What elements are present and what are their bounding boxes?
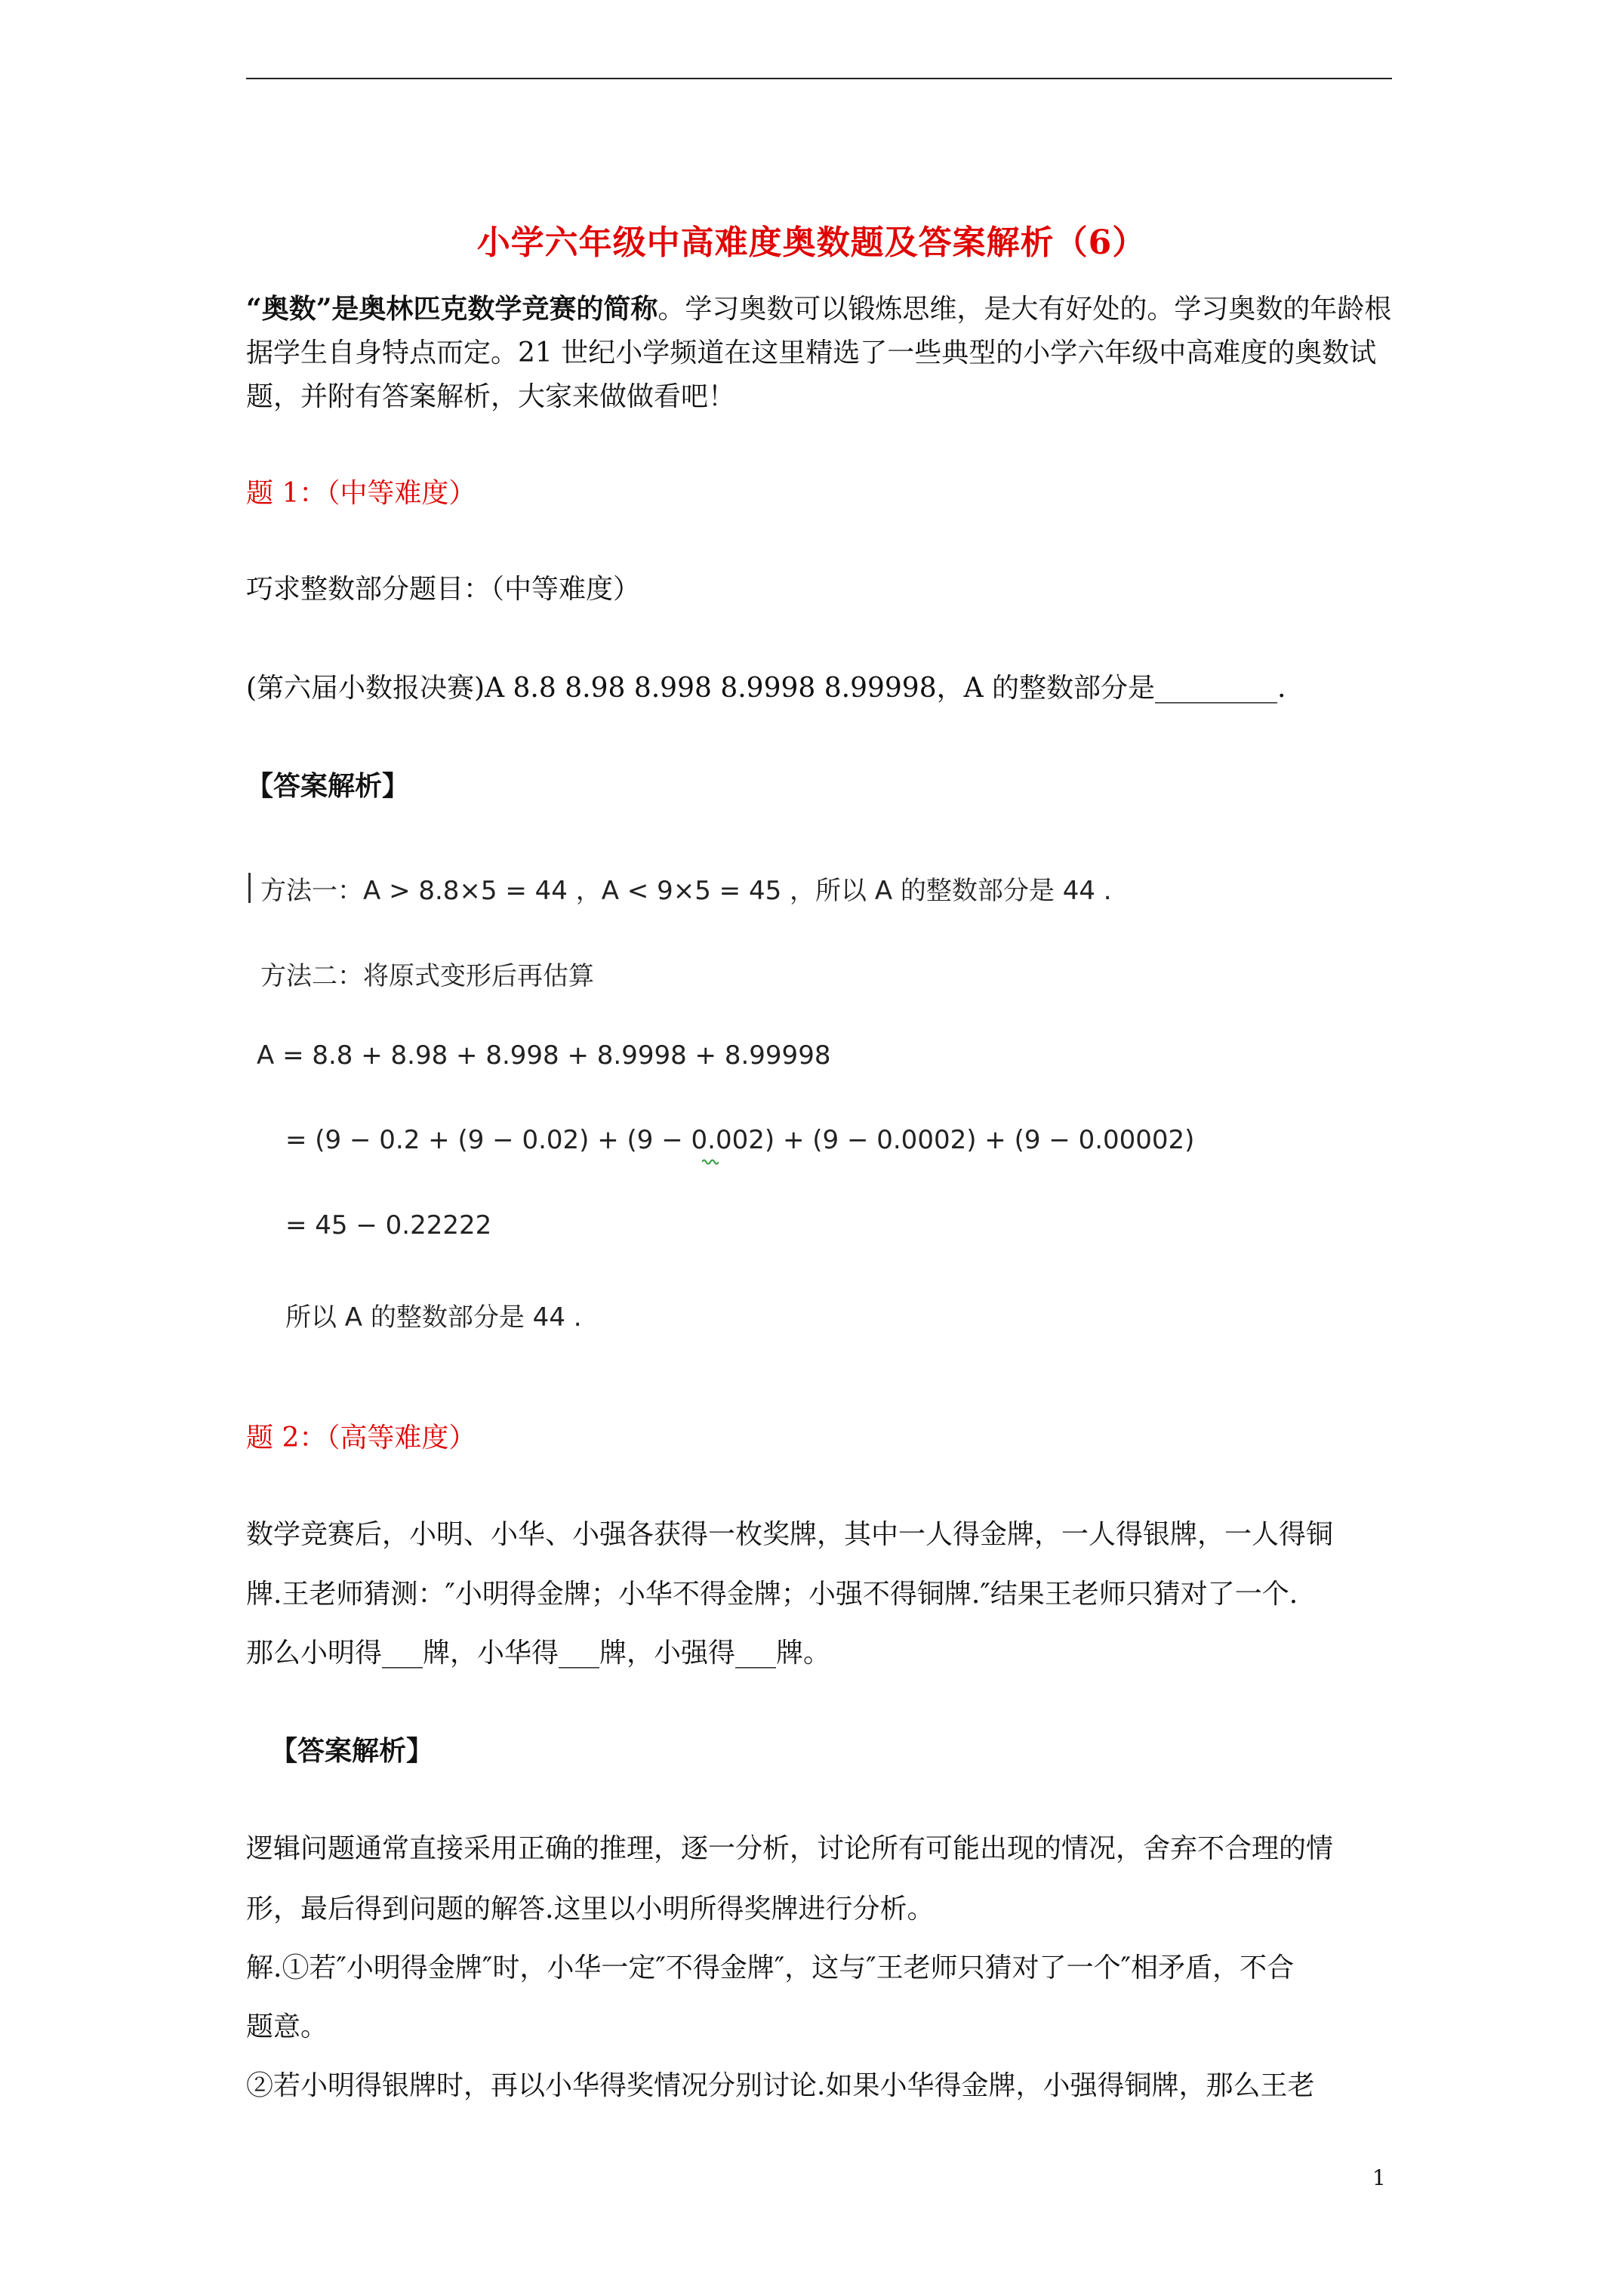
q1-conclusion: 所以 A 的整数部分是 44 . [285,1302,582,1333]
q2-analysis-line-4: 题意。 [246,2011,328,2042]
q1-equation-3: = 45 − 0.22222 [285,1210,492,1240]
document-title: 小学六年级中高难度奥数题及答案解析（6） [476,223,1147,262]
intro-text: 。学习奥数可以锻炼思维，是大有好处的。学习奥数的年龄根据学生自身特点而定。21 世纪小学频道在这里精选了一些典型的小学六年级中高难度的奥数试题，并附有答案解析，大家来做做看吧！ [246,294,1392,412]
q2-analysis-line-5: ②若小明得银牌时，再以小华得奖情况分别讨论.如果小华得金牌，小强得铜牌，那么王老 [246,2070,1315,2101]
q1-answer-heading: 【答案解析】 [246,770,410,802]
intro-paragraph [246,287,1394,419]
q1-subtitle: 巧求整数部分题目：（中等难度） [246,574,641,605]
q2-heading: 题 2：（高等难度） [246,1422,476,1453]
q1-method2-title: 方法二：将原式变形后再估算 [260,961,594,991]
method-left-bar [248,873,251,903]
q1-heading: 题 1：（中等难度） [246,478,476,509]
header-rule [246,78,1392,79]
q1-problem: (第六届小数报决赛)A 8.8 8.98 8.998 8.9998 8.99998，A 的整数部分是_________. [246,673,1286,704]
q2-problem-line-3: 那么小明得___牌，小华得___牌，小强得___牌。 [246,1638,831,1669]
q2-problem-line-2: 牌.王老师猜测：″小明得金牌；小华不得金牌；小强不得铜牌.″结果王老师只猜对了一个. [246,1579,1298,1610]
q2-analysis-line-1: 逻辑问题通常直接采用正确的推理，逐一分析，讨论所有可能出现的情况，舍弃不合理的情 [246,1833,1334,1864]
q2-analysis-line-2: 形，最后得到问题的解答.这里以小明所得奖牌进行分析。 [246,1894,935,1925]
q1-equation-1: A = 8.8 + 8.98 + 8.998 + 8.9998 + 8.99998 [257,1040,831,1071]
q1-equation-2: = (9 − 0.2 + (9 − 0.02) + (9 − 0.002) + (9 − 0.0002) + (9 − 0.00002) [285,1125,1195,1155]
page-number: 1 [1372,2165,1386,2190]
spellcheck-squiggle [702,1158,719,1166]
q2-answer-heading: 【答案解析】 [270,1735,434,1767]
q2-analysis-line-3: 解.①若″小明得金牌″时，小华一定″不得金牌″，这与″王老师只猜对了一个″相矛盾，不合 [246,1952,1295,1983]
q1-method1: 方法一：A > 8.8×5 = 44 ，A < 9×5 = 45 ，所以 A 的整数部分是 44 . [260,876,1112,906]
q2-problem-line-1: 数学竞赛后，小明、小华、小强各获得一枚奖牌，其中一人得金牌，一人得银牌，一人得铜 [246,1519,1334,1550]
intro-bold: “奥数”是奥林匹克数学竞赛的简称 [246,293,658,325]
